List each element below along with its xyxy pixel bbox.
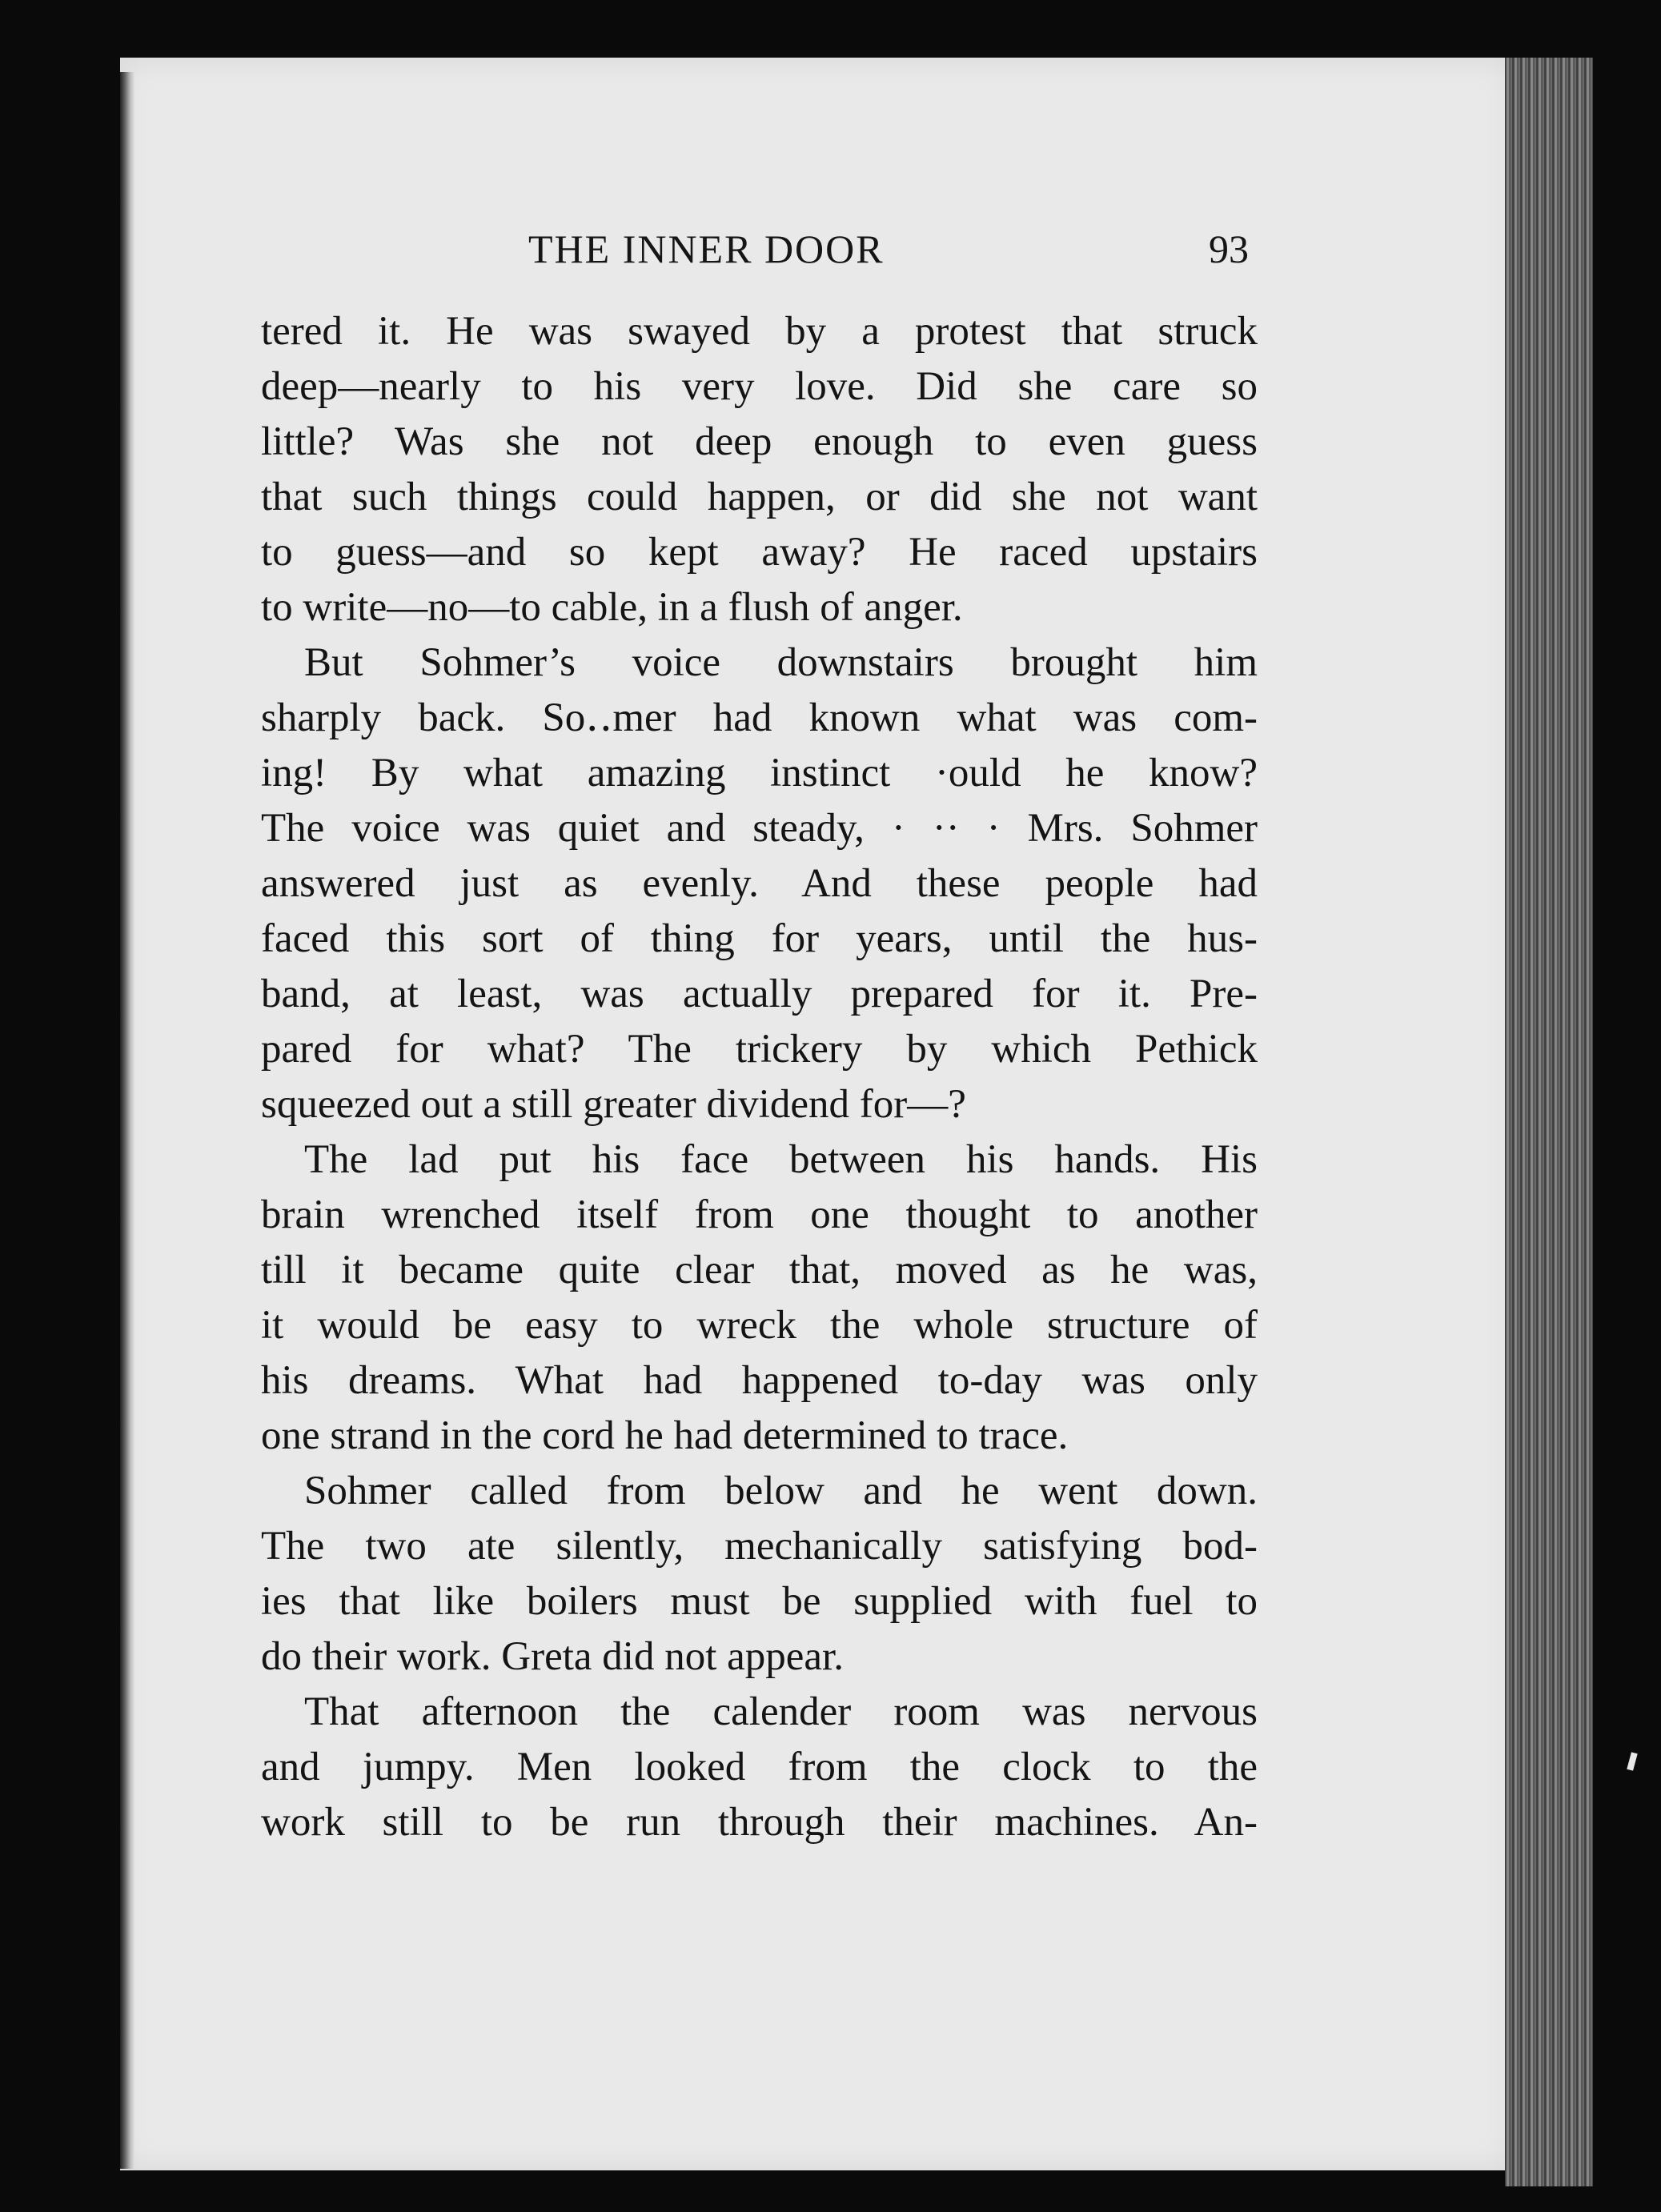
page-edges — [1505, 58, 1593, 2186]
body-text — [261, 304, 1258, 1850]
paragraph — [261, 1132, 1258, 1464]
text-line: one strand in the cord he had determined to trace. — [261, 1413, 1069, 1458]
text-line: But Sohmer’s voice downstairs brought him — [304, 640, 1258, 685]
paragraph — [261, 1464, 1258, 1685]
text-line: The two ate silently, mechanically satisfying bod- — [261, 1524, 1258, 1569]
text-line: band, at least, was actually prepared for it. Pre- — [261, 972, 1258, 1016]
text-line: pared for what? The trickery by which Pethick — [261, 1027, 1258, 1072]
text-line: to guess—and so kept away? He raced upstairs — [261, 530, 1258, 575]
text-line: ies that like boilers must be supplied with fuel to — [261, 1579, 1258, 1624]
text-line: Sohmer called from below and he went down. — [304, 1469, 1258, 1513]
text-line: deep—nearly to his very love. Did she care so — [261, 364, 1258, 409]
text-line: The voice was quiet and steady, · ·· · Mrs. Sohmer — [261, 806, 1258, 851]
text-line: squeezed out a still greater dividend for—? — [261, 1082, 966, 1127]
text-line: work still to be run through their machines. An- — [261, 1800, 1258, 1845]
text-line: that such things could happen, or did she not want — [261, 475, 1258, 519]
text-line: his dreams. What had happened to-day was only — [261, 1358, 1258, 1403]
text-line: little? Was she not deep enough to even guess — [261, 419, 1258, 464]
text-line: and jumpy. Men looked from the clock to the — [261, 1745, 1258, 1789]
paragraph — [261, 304, 1258, 635]
paragraph — [261, 1685, 1258, 1850]
paragraph — [261, 635, 1258, 1132]
text-line: ing! By what amazing instinct ·ould he know? — [261, 751, 1258, 795]
text-line: it would be easy to wreck the whole structure of — [261, 1303, 1258, 1348]
text-line: do their work. Greta did not appear. — [261, 1634, 844, 1679]
text-line: tered it. He was swayed by a protest that struck — [261, 309, 1258, 354]
text-line: till it became quite clear that, moved as he was, — [261, 1248, 1258, 1292]
text-line: brain wrenched itself from one thought to another — [261, 1192, 1258, 1237]
page-number: 93 — [1209, 226, 1249, 271]
text-line: answered just as evenly. And these people had — [261, 861, 1258, 906]
page-gutter — [120, 72, 134, 2169]
text-line: The lad put his face between his hands. His — [304, 1137, 1258, 1182]
text-line: faced this sort of thing for years, until the hus- — [261, 916, 1258, 961]
running-head — [264, 226, 1249, 282]
text-line: That afternoon the calender room was nervous — [304, 1689, 1258, 1734]
text-line: sharply back. So․․mer had known what was com- — [261, 695, 1258, 740]
running-title: THE INNER DOOR — [528, 226, 885, 271]
text-line: to write—no—to cable, in a flush of anger. — [261, 585, 963, 630]
